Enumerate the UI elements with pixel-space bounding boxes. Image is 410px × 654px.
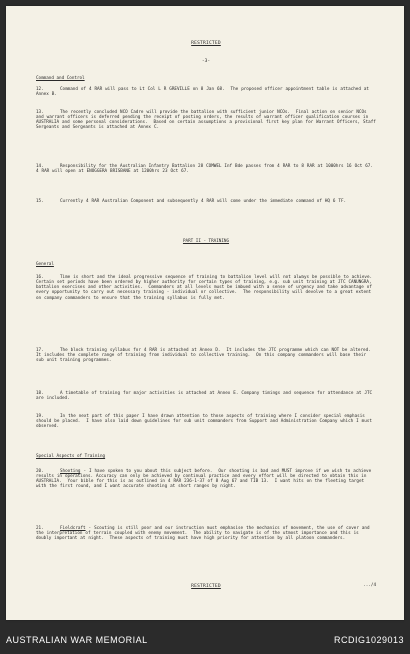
paragraph-text: In the next part of this paper I have drawn attention to those aspects of training where I consider special emphasis should be placed. I have also laid down guidelines for sub unit commanders from Support and Administration Company which I must observed. [36, 414, 375, 430]
subheading-fieldcraft: Fieldcraft [60, 526, 86, 531]
paragraph-text: Command of 4 RAR will pass to Lt Col L R GREVILLE on 8 Jan 68. The proposed officer appointment table is attached at Annex B. [36, 87, 372, 98]
paragraph-text: The recently concluded NCO Cadre will provide the battalion with sufficient junior NCOs. Final action on senior NCOs and warrant officers is deferred pending the receipt of posting orders, the results of warrant officer qualification courses in AUSTRALIA and some personal considerations. Based on certain assumptions a provisional first key plan for Warrant Officers, Staff Sergeants and Sergeants is attached at Annex C. [36, 110, 379, 131]
paragraph-text: The block training syllabus for 4 RAR is attached at Annex D. It includes the JTC programme which can NOT be altered. It includes the complete range of training from individual to collective training. On this company commanders will base their sub unit training programmes. [36, 348, 377, 364]
continuation-marker: .../4 [363, 583, 376, 588]
paragraph-text: Time is short and the ideal progressive sequence of training to battalion level will not always be possible to achieve. Certain set periods have been ordered by higher authority for certain types of training, e.g. sub unit training at JTC CANUNGRA, battalion exercises and other activities. Commanders at all levels must be imbued with a sense of urgency and take advantage of every opportunity to carry out necessary training - individual or collective. The responsibility will devolve to a great extent on company commanders to ensure that the training syllabus is fully met. [36, 275, 379, 301]
paragraph-number: 15. [36, 199, 44, 204]
paragraph-number: 20. [36, 469, 44, 474]
document-page [6, 6, 404, 620]
paragraph-number: 13. [36, 110, 44, 115]
paragraph-21 [36, 526, 376, 541]
paragraph-number: 19. [36, 414, 44, 419]
paragraph-number: 12. [36, 87, 44, 92]
paragraph-number: 18. [36, 391, 44, 396]
paragraph-15 [36, 199, 376, 204]
paragraph-number: 14. [36, 164, 44, 169]
paragraph-text: - I have spoken to you about this subject before. Our shooting is bad and MUST improve if we wish to achieve results in operations. Accuracy can only be achieved by continual practice and every effort will be directed to obtain this in AUSTRALIA. Your bible for this is as outlined in 4 RAR 236-1-37 of 8 Aug 67 and TIB 13. I want hits on the fleeting target with the first round, and I want accurate shooting at short ranges by night. [36, 469, 375, 490]
paragraph-number: 17. [36, 348, 44, 353]
heading-special-aspects: Special Aspects of Training [36, 454, 106, 459]
paragraph-text: - Scouting is still poor and our instruction must emphasise the mechanics of movement, the use of cover and the interpretation of terrain coupled with enemy movement. The ability to navigate is of the utmost importance and this is doubly important at night. These aspects of training must have high priority for attention by all platoon commanders. [36, 526, 373, 542]
paragraph-text: A timetable of training for major activities is attached at Annex E. Company timings and sequence for attendance at JTC are included. [36, 391, 376, 402]
paragraph-18 [36, 391, 376, 401]
paragraph-20 [36, 469, 376, 490]
paragraph-13 [36, 110, 379, 131]
heading-general: General [36, 262, 54, 267]
paragraph-14 [36, 164, 379, 175]
archive-record-id: RCDIG1029013 [333, 635, 404, 645]
part-heading: PART II - TRAINING [182, 239, 230, 244]
heading-command-control: Command and Control [36, 76, 85, 81]
archive-footer [0, 626, 410, 654]
page-number: -3- [201, 59, 211, 64]
paragraph-text: Currently 4 RAR Australian Component and subsequently 4 RAR will come under the immediate command of HQ 6 TF. [60, 199, 347, 204]
subheading-shooting: Shooting [60, 469, 81, 474]
archive-name: AUSTRALIAN WAR MEMORIAL [6, 635, 148, 645]
paragraph-16 [36, 275, 379, 301]
security-marking-top: RESTRICTED [191, 41, 221, 46]
paragraph-19 [36, 414, 376, 429]
paragraph-number: 16. [36, 275, 44, 280]
paragraph-number: 21. [36, 526, 44, 531]
paragraph-text: Responsibility for the Australian Infantry Battalion 28 COMWEL Inf Bde passes from 4 RAR to 8 RAR at 1000hrs 16 Oct 67. 4 RAR will open at ENOGGERA BRISBANE at 1200hrs 23 Oct 67. [36, 164, 379, 175]
paragraph-17 [36, 348, 376, 363]
paragraph-12 [36, 87, 376, 97]
security-marking-bottom: RESTRICTED [191, 584, 221, 589]
